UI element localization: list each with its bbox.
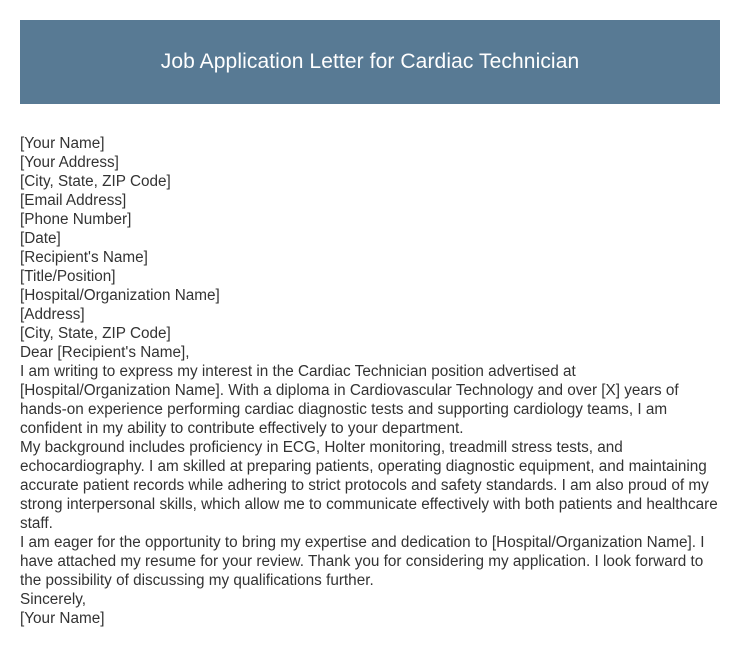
sender-email: [Email Address] [20, 192, 127, 209]
page-title: Job Application Letter for Cardiac Technician [160, 50, 580, 73]
recipient-city-state-zip: [City, State, ZIP Code] [20, 325, 171, 342]
body-paragraph-closing: I am eager for the opportunity to bring my expertise and dedication to [Hospital/Organization Name]. I have attached my resume for your review. Thank you for considering my application. I look forward to the possibility of discussing my qualifications further. [20, 534, 705, 589]
salutation: Dear [Recipient's Name], [20, 344, 190, 361]
sender-name: [Your Name] [20, 135, 105, 152]
signature: [Your Name] [20, 610, 105, 627]
letter-date: [Date] [20, 230, 61, 247]
sender-city-state-zip: [City, State, ZIP Code] [20, 173, 171, 190]
body-paragraph-intro: I am writing to express my interest in the Cardiac Technician position advertised at [Hospital/Organization Name]. With a diploma in Cardiovascular Technology and over [X] years of hands-on experience performing cardiac diagnostic tests and supporting cardiology teams, I am confident in my ability to contribute effectively to your department. [20, 363, 679, 437]
letter-body [20, 134, 720, 628]
sender-phone: [Phone Number] [20, 211, 132, 228]
recipient-name: [Recipient's Name] [20, 249, 148, 266]
sender-address: [Your Address] [20, 154, 119, 171]
recipient-organization: [Hospital/Organization Name] [20, 287, 220, 304]
recipient-address: [Address] [20, 306, 85, 323]
closing: Sincerely, [20, 591, 87, 608]
title-banner [20, 20, 720, 104]
body-paragraph-background: My background includes proficiency in ECG, Holter monitoring, treadmill stress tests, and echocardiography. I am skilled at preparing patients, operating diagnostic equipment, and maintaining accurate patient records while adhering to strict protocols and safety standards. I am also proud of my strong interpersonal skills, which allow me to communicate effectively with both patients and healthcare staff. [20, 439, 718, 532]
recipient-title: [Title/Position] [20, 268, 116, 285]
